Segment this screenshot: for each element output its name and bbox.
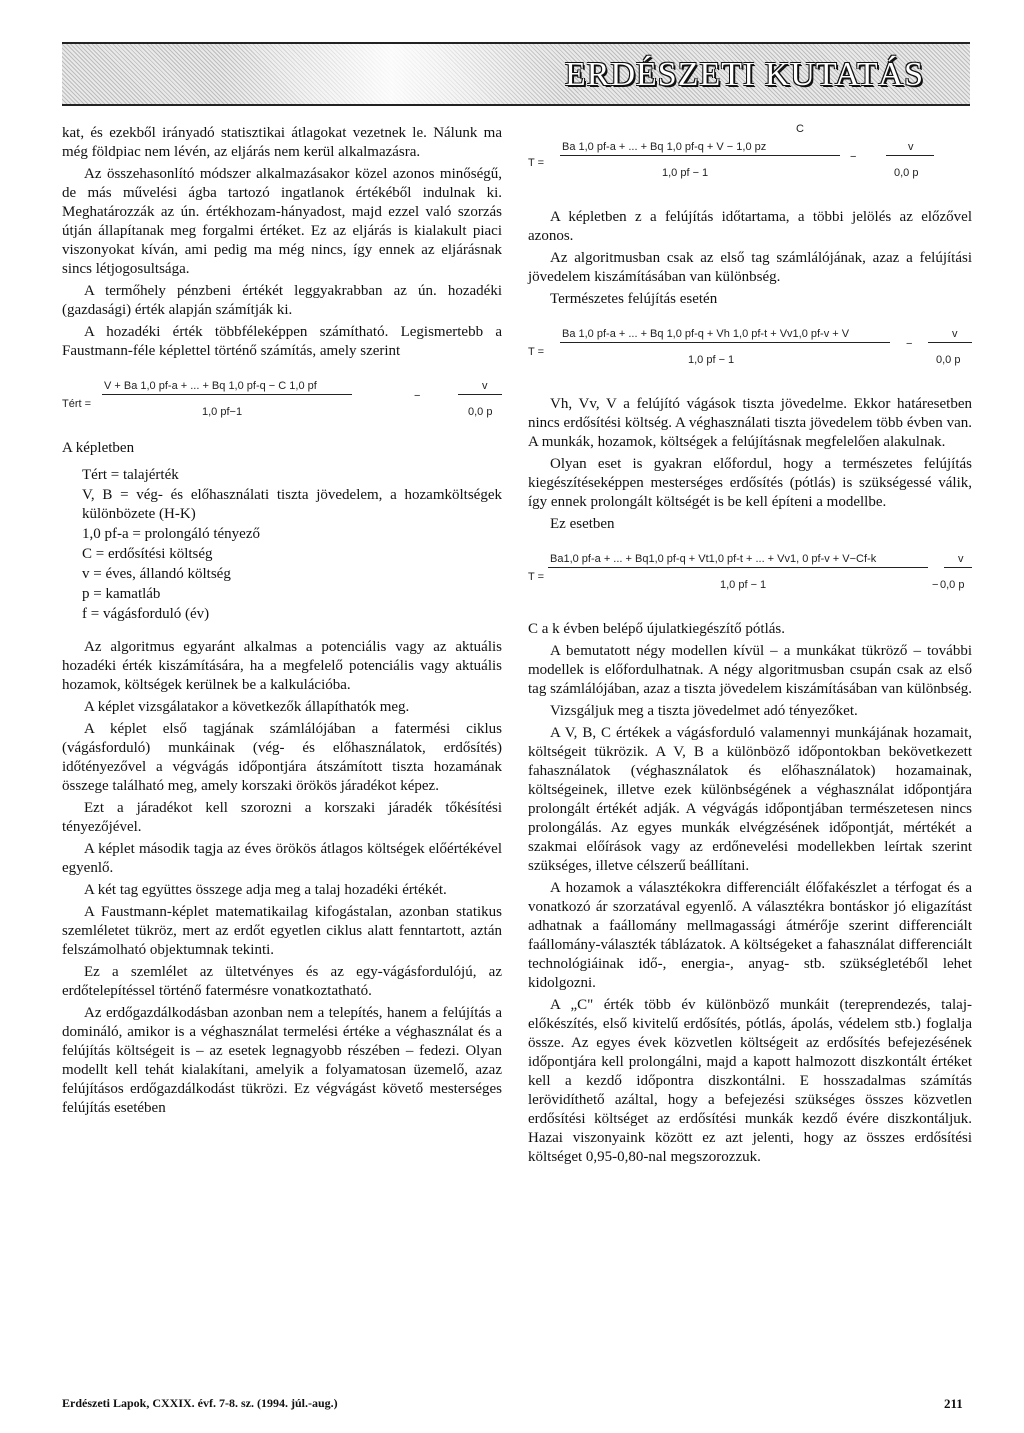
- paragraph: A képletben: [62, 440, 135, 456]
- definition-item: p = kamatláb: [82, 586, 161, 602]
- definition-item: 1,0 pf-a = prolongáló tényező: [82, 526, 260, 542]
- paragraph: C a k évben belépő újulatkiegészítő pótlás.: [528, 621, 786, 637]
- paragraph: A hozadéki érték többféleképpen számítható. Legismertebb a Faustmann-féle képlettel történő számítás, amely szerint: [62, 324, 502, 359]
- formula-lhs: T =: [528, 571, 545, 583]
- formula-minus: −: [932, 579, 939, 591]
- paragraph: Ez esetben: [550, 516, 615, 532]
- formula-denominator: 1,0 pf − 1: [720, 579, 767, 591]
- page-number: 211: [944, 1396, 963, 1411]
- natural-regeneration-formula: [528, 321, 972, 381]
- paragraph: Olyan eset is gyakran előfordul, hogy a természetes felújítás kiegészítéseképpen mesterséges erdősítés (pótlás) is szükségessé válik, így ennek prolongált költségét is be kell építeni a modellbe.: [528, 456, 972, 510]
- formula-numerator: Ba 1,0 pf-a + ... + Bq 1,0 pf-q + Vh 1,0 pf-t + Vv1,0 pf-v + V: [562, 328, 850, 340]
- formula-side-numerator: v: [482, 380, 488, 392]
- fraction-bar: [560, 155, 840, 156]
- definition-item: C = erdősítési költség: [82, 546, 213, 562]
- paragraph: A képlet első tagjának számlálójában a fatermési ciklus (vágásforduló) munkáinak (vég- és előhasználatok, erdősítés) időtényezővel a végvágás időpontjára átszámított tiszta hozamának összege található meg, amely korszaki örökös járadékot képez.: [62, 721, 502, 794]
- formula-side-denominator: 0,0 p: [936, 354, 961, 366]
- paragraph: A termőhely pénzbeni értékét leggyakrabban az ún. hozadéki (gazdasági) érték alapján számítják ki.: [62, 283, 502, 318]
- section-header: [62, 42, 970, 106]
- supplementary-planting-formula: [528, 546, 972, 606]
- paragraph: Az erdőgazdálkodásban azonban nem a telepítés, hanem a felújítás a domináló, amikor is a véghasználat termelési értéke a véghasználat és a felújítás költségeit is – az esetek legnagyobb részében – fedezi. Olyan modellt kell tehát kialakítani, amelyik a folyamatosan üzemelő, azaz felújításos erdőgazdálkodást tükrözi. Ez végvágást követő mesterséges felújítás esetében: [62, 1005, 502, 1116]
- fraction-bar: [458, 394, 502, 395]
- fraction-bar: [886, 155, 934, 156]
- formula-minus: −: [414, 390, 421, 402]
- paragraph: A képletben z a felújítás időtartama, a többi jelölés az előzővel azonos.: [528, 209, 972, 244]
- formula-lhs: T =: [528, 346, 545, 358]
- formula-lhs: Tért =: [62, 398, 92, 410]
- formula-lhs: T =: [528, 157, 545, 169]
- paragraph: Ez a szemlélet az ültetvényes és az egy-vágásfordulójú, az erdőtelepítéssel történő fatermésre vonatkoztatható.: [62, 964, 502, 999]
- formula-side-denominator: 0,0 p: [894, 167, 919, 179]
- definition-item: Tért = talajérték: [82, 467, 179, 483]
- formula-minus: −: [850, 151, 857, 163]
- formula-denominator: 1,0 pf−1: [202, 406, 243, 418]
- formula-minus: −: [906, 338, 913, 350]
- header-fade: [222, 44, 562, 104]
- paragraph: Vizsgáljuk meg a tiszta jövedelmet adó tényezőket.: [550, 703, 858, 719]
- journal-citation: Erdészeti Lapok, CXXIX. évf. 7-8. sz. (1994. júl.-aug.): [62, 1396, 338, 1410]
- paragraph: Természetes felújítás esetén: [550, 291, 718, 307]
- formula-side-numerator: v: [958, 553, 964, 565]
- formula-denominator: 1,0 pf − 1: [688, 354, 735, 366]
- faustmann-formula: [62, 373, 502, 433]
- artificial-regeneration-formula: [528, 124, 972, 190]
- paragraph: Az összehasonlító módszer alkalmazásakor közel azonos minőségű, de más művelési ágba tartozó ingatlanok értékéből indulnak ki. Meghatározzák az ún. értékhozam-hányadost, majd ezzel való szorzás útján állapítanak meg forgalmi értéket. Ez az eljárás is kialakult piaci viszonyokat kíván, ami pedig ma még nincs, így ennek az eljárásnak sincs létjogosultsága.: [62, 166, 502, 277]
- formula-side-denominator: 0,0 p: [940, 579, 965, 591]
- fraction-bar: [102, 394, 352, 395]
- section-title: ERDÉSZETI KUTATÁS: [565, 56, 924, 93]
- paragraph: A V, B, C értékek a vágásforduló valamennyi munkájának hozamait, költségeit tükrözik. A V, B a különböző időpontokban bekövetkezett fahasználatok (véghasználatok és előhasználatok) hozamainak, költségeinek, illetve ezek különbségének a véghasználat időpontjára prolongált értékét adják. A végvágás időpontjában természetesen nincs prolongálás. Az egyes munkák elvégzésének időpontját, mértékét a szakmai előírások vagy az erdőnevelési modellekben leírtak szerint szükséges, illetve célszerű beállítani.: [528, 725, 972, 874]
- paragraph: kat, és ezekből irányadó statisztikai átlagokat vezetnek le. Nálunk ma még földpiac nem lévén, az eljárás nem kerül alkalmazásra.: [62, 125, 502, 160]
- formula-side-numerator: v: [908, 141, 914, 153]
- formula-numerator: V + Ba 1,0 pf-a + ... + Bq 1,0 pf-q − C 1,0 pf: [104, 380, 317, 392]
- left-column: [62, 124, 502, 1121]
- fraction-bar: [560, 342, 890, 343]
- definition-item: V, B = vég- és előhasználati tiszta jövedelem, a hozamköltségek különbözete (H-K): [82, 487, 502, 522]
- definition-item: v = éves, állandó költség: [82, 566, 231, 582]
- paragraph: Az algoritmus egyaránt alkalmas a potenciális vagy az aktuális hozadéki érték kiszámítására, ha a megfelelő potenciális vagy aktuális hozamok, költségek kerülnek be a kalkulációba.: [62, 639, 502, 693]
- paragraph: A két tag együttes összege adja meg a talaj hozadéki értékét.: [84, 882, 447, 898]
- right-column: [528, 124, 972, 1170]
- paragraph: Az algoritmusban csak az első tag számlálójának, azaz a felújítási jövedelem kiszámításában van különbség.: [528, 250, 972, 285]
- paragraph: Vh, Vv, V a felújító vágások tiszta jövedelme. Ekkor határesetben nincs erdősítési költség. A véghasználati tiszta jövedelem több évben van. A munkák, hozamok, költségek a felújításnak megfelelően alakulnak.: [528, 396, 972, 450]
- formula-numerator: Ba1,0 pf-a + ... + Bq1,0 pf-q + Vt1,0 pf-t + ... + Vv1, 0 pf-v + V−Cf-k: [550, 553, 877, 565]
- formula-side-denominator: 0,0 p: [468, 406, 493, 418]
- definition-item: f = vágásforduló (év): [82, 606, 210, 622]
- fraction-bar: [548, 567, 928, 568]
- paragraph: A képlet vizsgálatakor a következők állapíthatók meg.: [84, 699, 410, 715]
- fraction-bar: [928, 342, 972, 343]
- paragraph: A Faustmann-képlet matematikailag kifogástalan, azonban statikus szemléletet tükröz, mert az erdőt egyetlen ciklus alatt fenntartott, aztán felszámolható objektumnak tekinti.: [62, 904, 502, 958]
- fraction-bar: [944, 567, 972, 568]
- paragraph: A „C" érték több év különböző munkáit (tereprendezés, talaj-előkészítés, első kivitelű erdősítés, pótlás, ápolás, védelem stb.) foglalja össze. Az egyes évek közvetlen költségeit az erdősítés befejezésének időpontjára kell prolongálni, majd a kapott halmozott diszkontált értéket kell a kezdő időpontra diszkontálni. E hosszadalmas számítás lerövidíthető azáltal, hogy a befejezési szükséges összes közvetlen erdősítési költséget az erdősítési munkák kezdő évére diszkontáljuk. Hazai viszonyaink között ez azt jelenti, hogy az összes erdősítési költséget 0,95-0,80-nal megszorozzuk.: [528, 997, 972, 1165]
- formula-denominator: 1,0 pf − 1: [662, 167, 709, 179]
- formula-numerator: Ba 1,0 pf-a + ... + Bq 1,0 pf-q + V − 1,0 pz: [562, 141, 767, 153]
- paragraph: Ezt a járadékot kell szorozni a korszaki járadék tőkésítési tényezőjével.: [62, 800, 502, 835]
- definition-list: [82, 466, 502, 624]
- formula-overscript: C: [796, 123, 804, 135]
- paragraph: A hozamok a választékokra differenciált élőfakészlet a térfogat és a vonatkozó ár szorzatával egyenlő. A választékra bontáskor jó eligazítást adhatnak a faállomány mellmagassági átmérője szerint differenciált faállomány-választék táblázatok. A költségeket a fahasználat differenciált technológiáinak idő-, energia-, anyag- stb. szükségletéből lehet kidolgozni.: [528, 880, 972, 991]
- formula-side-numerator: v: [952, 328, 958, 340]
- paragraph: A bemutatott négy modellen kívül – a munkákat tükröző – további modellek is előfordulhatnak. A négy algoritmusban csupán csak az első tag számlálójában, azaz a tiszta jövedelem kiszámításában van különbség.: [528, 643, 972, 697]
- paragraph: A képlet második tagja az éves örökös átlagos költségek előértékével egyenlő.: [62, 841, 502, 876]
